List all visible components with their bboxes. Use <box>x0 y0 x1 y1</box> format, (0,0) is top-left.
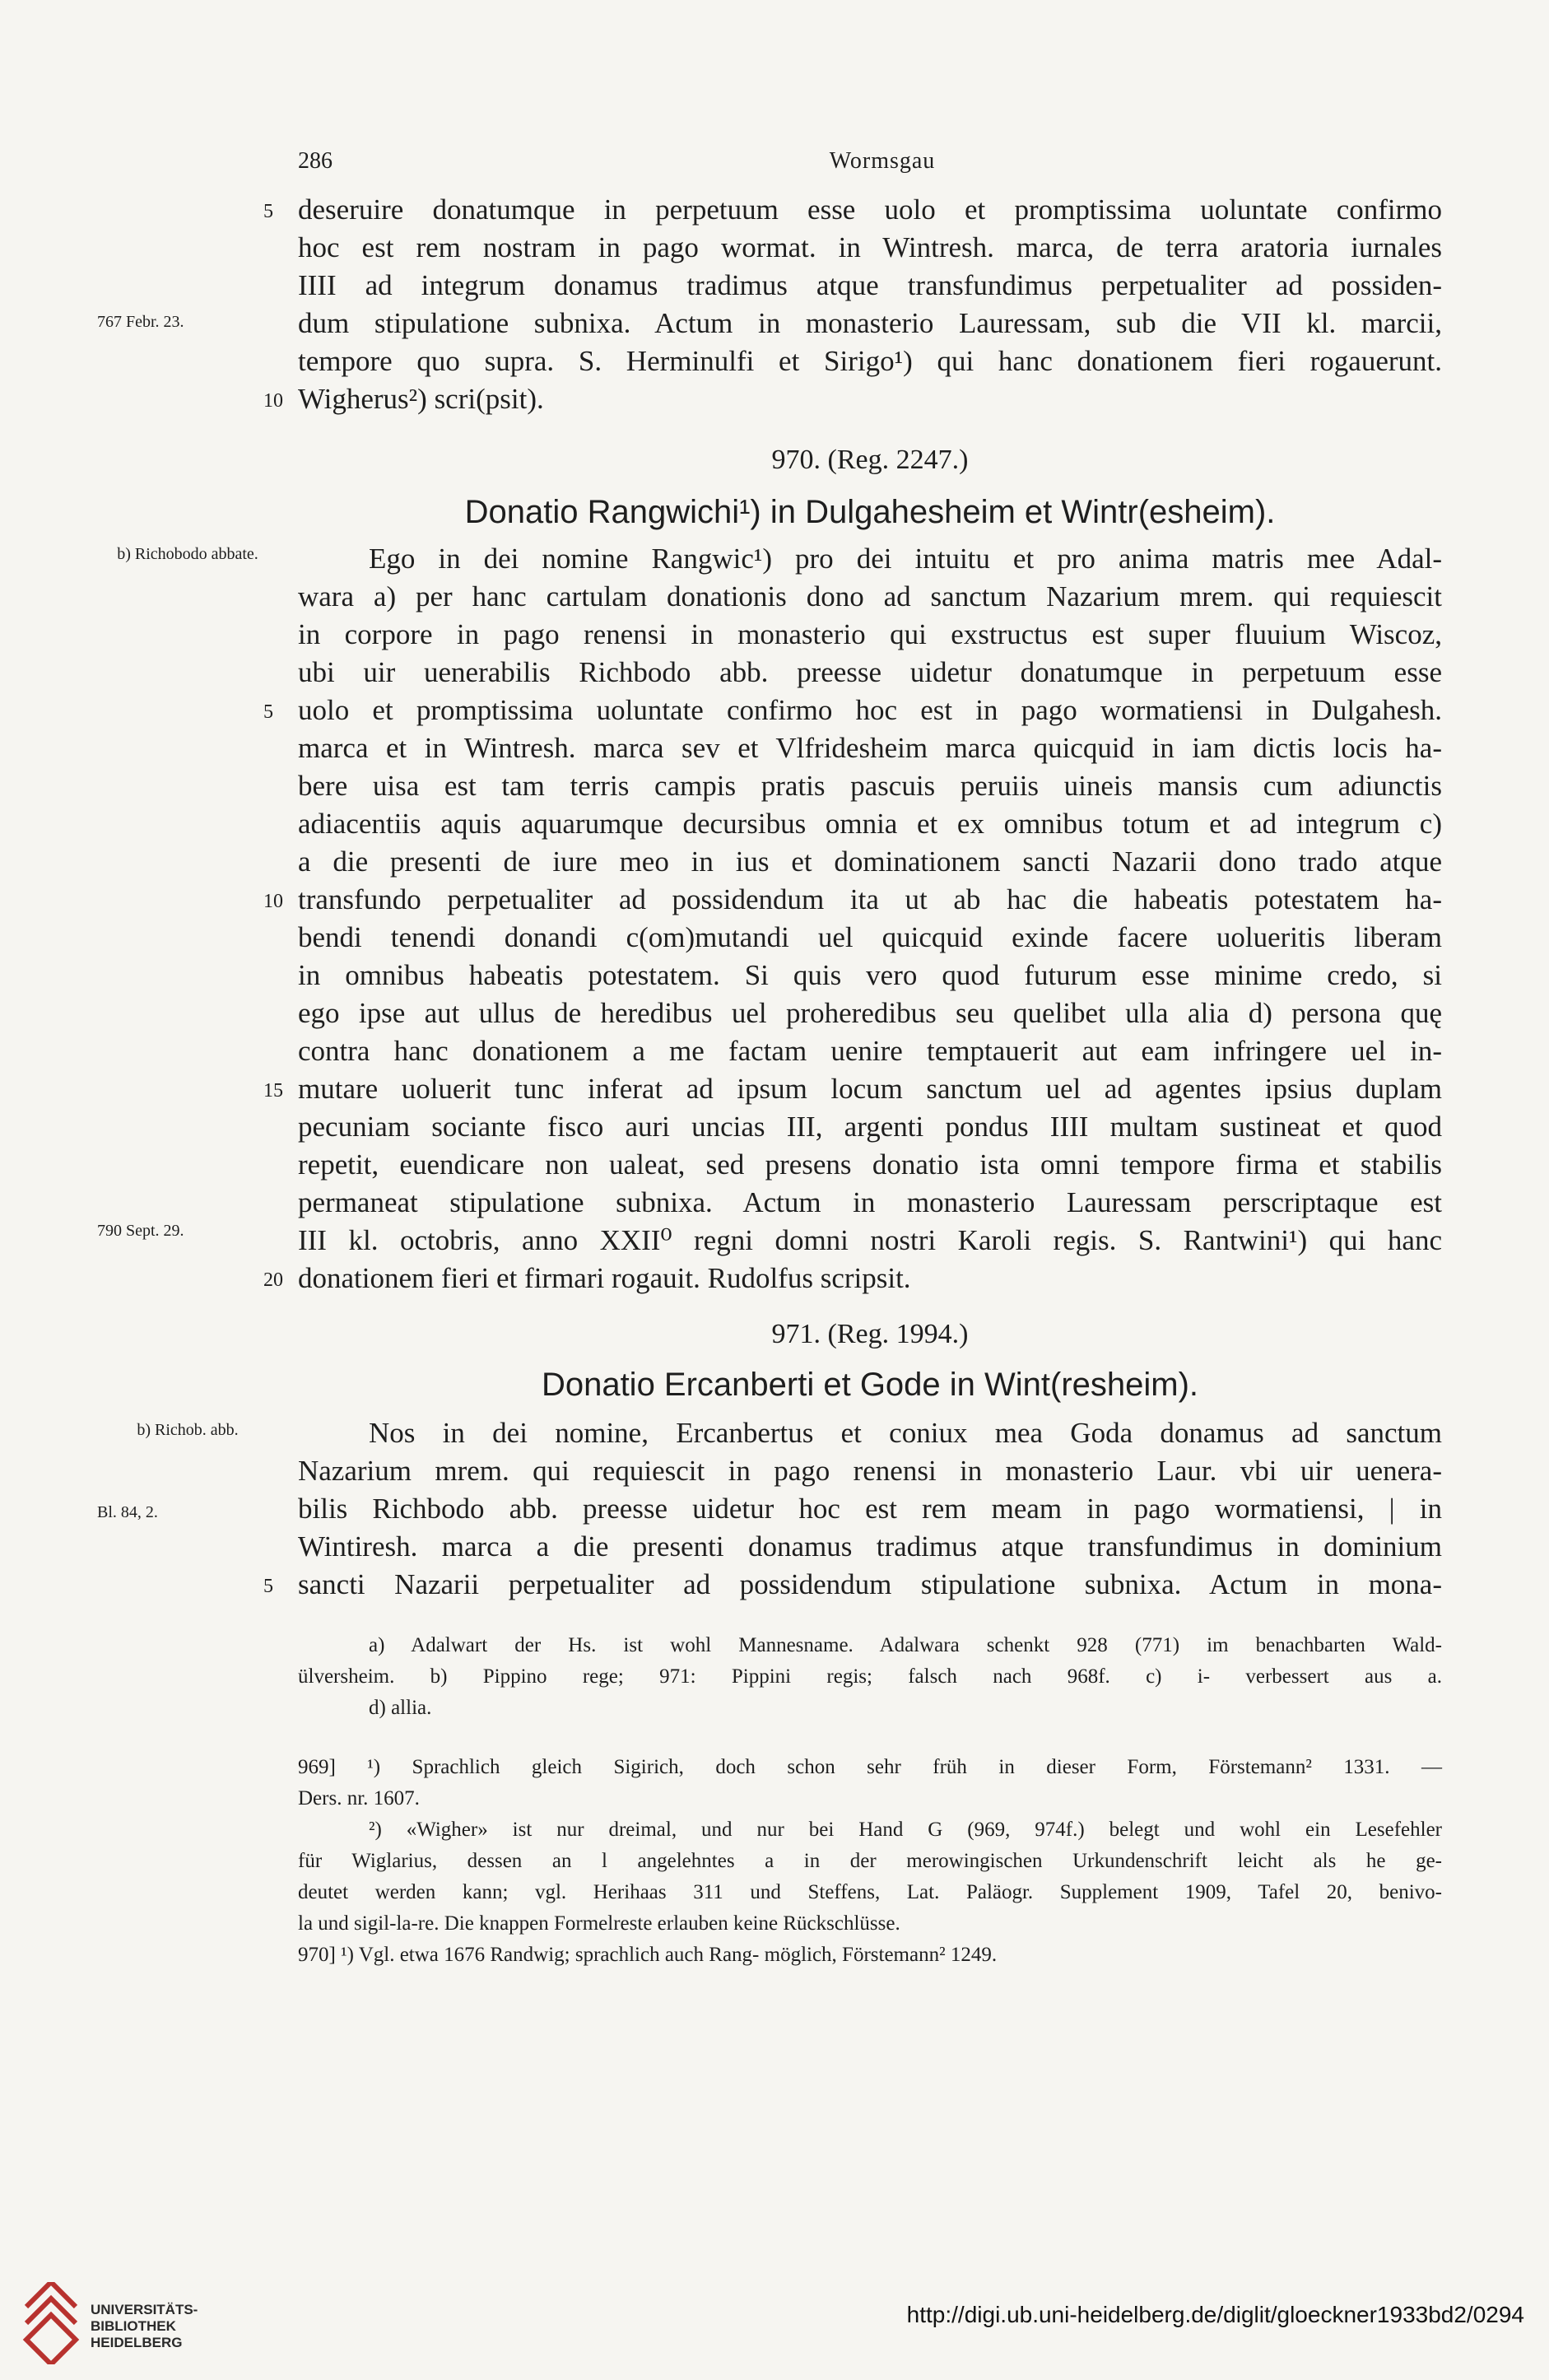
text-line: 10 Wigherus²) scri(psit). <box>263 383 544 415</box>
library-name: UNIVERSITÄTS- BIBLIOTHEK HEIDELBERG <box>91 2302 198 2350</box>
document-970-text: Ego in dei nomine Rangwic¹) pro dei intuitu et pro anima matris mee Adal- wara a) per hanc cartulam donationis dono ad sanctum Nazarium mrem. qui requiescit in corpore in pago renensi in monasterio qui exstructus est super fluuium Wiscoz, ubi uir uenerabilis Richbodo abb. preesse uidetur donatumque in perpetuum esse 5 uolo et promptissima uoluntate confirmo hoc est in pago wormatiensi in Dulgahesh. marca et in Wintresh. marca sev et Vlfridesheim marca quicquid in iam dictis locis ha- bere uisa est tam terris campis pratis pascuis peruiis uineis mansis cum adiunctis adiacentiis aquis aquarumque decursibus omnia et ex omnibus totum et ad integrum c) a die presenti de iure meo in ius et dominationem sancti Nazarii dono trado atque 10 transfundo perpetualiter ad possidendum ita ut ab hac die habeatis potestatem ha- bendi tenendi donandi c(om)mutandi uel quicquid exinde facere uolueritis liberam in omnibus habeatis potestatem. Si quis vero quod futurum esse minime credo, si ego ipse aut ullus de heredibus uel proheredibus seu quelibet ulla alia d) persona quę contra hanc donationem a me factam uenire temptauerit aut eam infringere uel in- 15 mutare uoluerit tunc inferat ad ipsum locum sanctum uel ad agentes ipsius duplam pecuniam sociante fisco auri uncias III, argenti pondus IIII multam sustineat et quod repetit, euendicare non ualeat, sed presens donatio ista omni tempore firma et stabilis permaneat stipulatione subnixa. Actum in monasterio Lauressam perscriptaque est III kl. octobris, anno XXII⁰ regni domni nostri Karoli regis. S. Rantwini¹) qui hanc 20 donationem fieri et firmari rogauit. Rudolfus scripsit. <box>263 543 1442 1294</box>
document-number: 971. (Reg. 1994.) <box>771 1319 969 1349</box>
text-line: 5 deseruire donatumque in perpetuum esse uolo et promptissima uoluntate confirmo <box>263 193 1442 226</box>
margin-date: 790 Sept. 29. <box>97 1222 184 1240</box>
document-971-text: Nos in dei nomine, Ercanbertus et coniux mea Goda donamus ad sanctum Nazarium mrem. qui requiescit in pago renensi in monasterio Laur. vbi uir uenera- bilis Richbodo abb. preesse uidetur hoc est rem meam in pago wormatiensi, | in Wintiresh. marca a die presenti donamus tradimus atque transfundimus in dominium 5 sancti Nazarii perpetualiter ad possidendum stipulatione subnixa. Actum in mona- <box>263 1417 1442 1600</box>
document-number: 970. (Reg. 2247.) <box>771 445 969 475</box>
text-line: hoc est rem nostram in pago wormat. in Wintresh. marca, de terra aratoria iurnales <box>298 231 1442 263</box>
document-title: Donatio Rangwichi¹) in Dulgahesheim et Wintr(esheim). <box>464 494 1276 530</box>
library-logo-icon <box>18 2282 84 2364</box>
text-line: IIII ad integrum donamus tradimus atque transfundimus perpetualiter ad possiden- <box>298 269 1442 301</box>
running-title: Wormsgau <box>829 148 936 174</box>
margin-note-b: b) Richob. abb. <box>137 1421 239 1439</box>
text-line: tempore quo supra. S. Herminulfi et Sirigo¹) qui hanc donationem fieri rogauerunt. <box>298 345 1442 377</box>
margin-note-b: b) Richobodo abbate. <box>117 545 258 563</box>
footer-bar <box>0 2280 1549 2380</box>
page-number: 286 <box>298 148 333 174</box>
source-url[interactable]: http://digi.ub.uni-heidelberg.de/diglit/gloeckner1933bd2/0294 <box>906 2302 1524 2327</box>
document-title: Donatio Ercanberti et Gode in Wint(resheim). <box>541 1367 1199 1403</box>
footnotes-letters: a) Adalwart der Hs. ist wohl Mannesname. Adalwara schenkt 928 (771) im benachbarten Wald- ülversheim. b) Pippino rege; 971: Pippini regis; falsch nach 968f. c) i- verbessert aus a. d) allia. <box>298 1634 1442 1719</box>
text-line: dum stipulatione subnixa. Actum in monasterio Lauressam, sub die VII kl. marcii, <box>298 307 1442 339</box>
margin-date: 767 Febr. 23. <box>97 313 184 331</box>
section-continuation <box>263 191 1442 418</box>
footnotes-numbers: 969] ¹) Sprachlich gleich Sigirich, doch schon sehr früh in dieser Form, Förstemann² 1331. — Ders. nr. 1607. ²) «Wigher» ist nur dreimal, und nur bei Hand G (969, 974f.) belegt und wohl ein Lesefehler für Wiglarius, dessen an l angelehntes a in der merowingischen Urkundenschrift leicht als he ge- deutet werden kann; vgl. Herihaas 311 und Steffens, Lat. Paläogr. Supplement 1909, Tafel 20, benivo- la und sigil-la-re. Die knappen Formelreste erlauben keine Rückschlüsse. 970] ¹) Vgl. etwa 1676 Randwig; sprachlich auch Rang- möglich, Förstemann² 1249. <box>298 1756 1442 1966</box>
margin-folio: Bl. 84, 2. <box>97 1503 158 1521</box>
